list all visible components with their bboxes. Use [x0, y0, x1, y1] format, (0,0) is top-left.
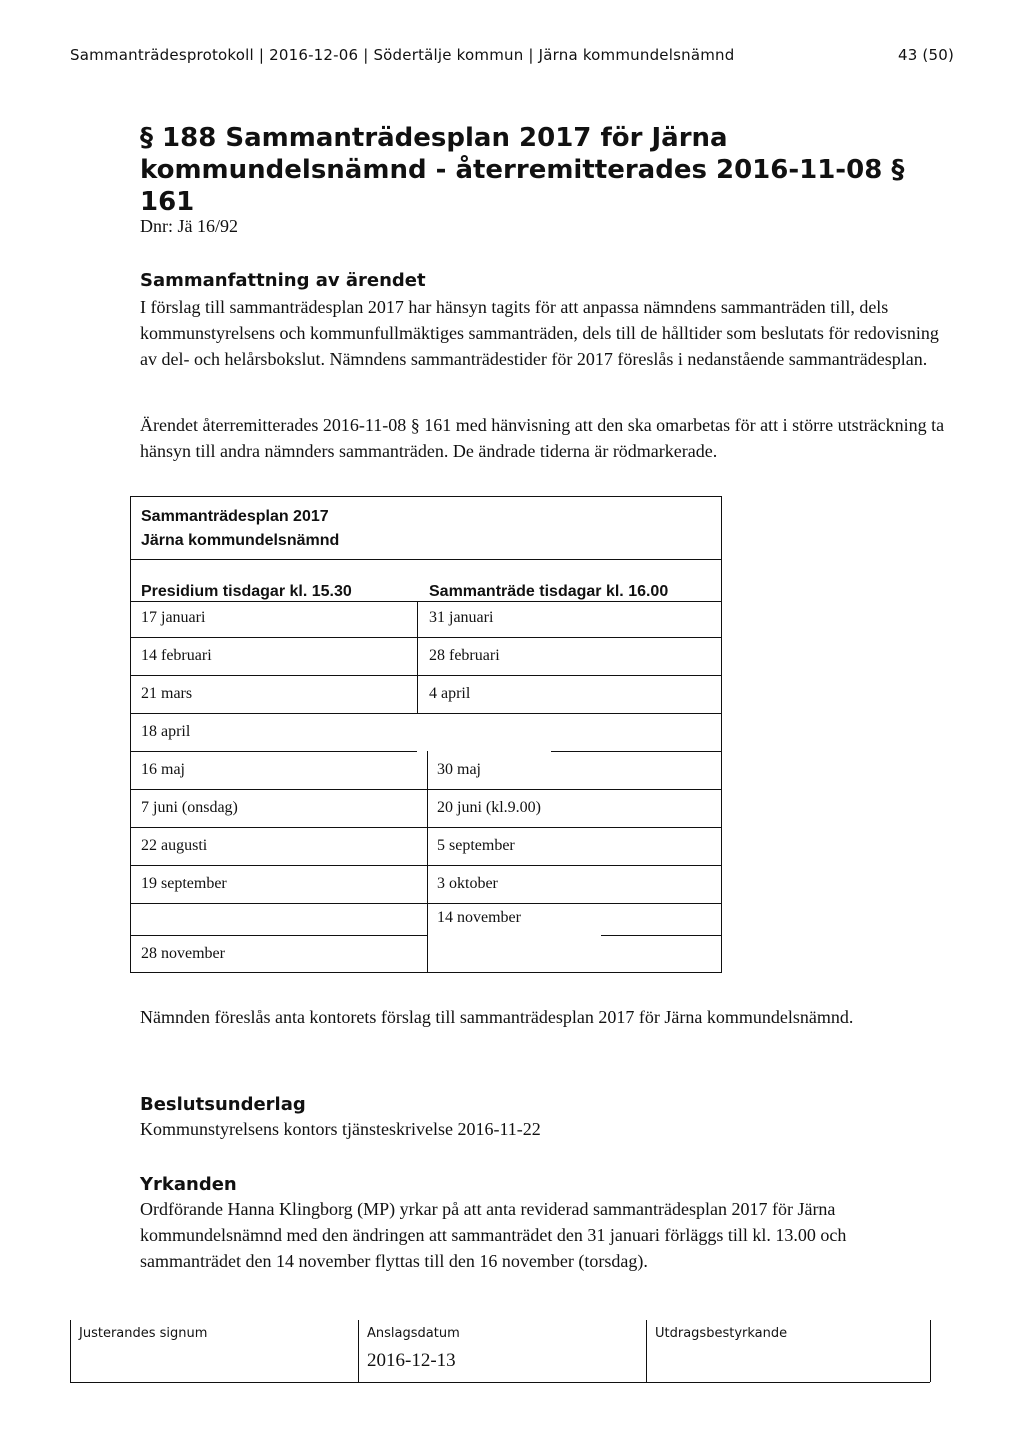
- signature-label: Justerandes signum: [79, 1326, 208, 1341]
- motions-heading: Yrkanden: [140, 1174, 237, 1195]
- posting-date-label: Anslagsdatum: [367, 1326, 460, 1341]
- page-header: [70, 46, 954, 70]
- protocol-header: Sammanträdesprotokoll | 2016-12-06 | Södertälje kommun | Järna kommundelsnämnd: [70, 46, 735, 64]
- table-divider: [131, 903, 721, 904]
- table-divider: [131, 637, 721, 638]
- presidium-date: 17 januari: [141, 609, 206, 626]
- section-title-line1: § 188 Sammanträdesplan 2017 för Järna: [140, 123, 728, 153]
- posting-date-value: 2016-12-13: [367, 1350, 456, 1371]
- meeting-date: 30 maj: [437, 761, 481, 778]
- case-number: Dnr: Jä 16/92: [140, 216, 238, 236]
- presidium-date: 14 februari: [141, 647, 212, 664]
- presidium-column-header: Presidium tisdagar kl. 15.30: [141, 583, 352, 600]
- table-divider: [131, 675, 721, 676]
- meeting-column-header: Sammanträde tisdagar kl. 16.00: [429, 583, 669, 600]
- section-title-line2: kommundelsnämnd - återremitterades 2016-11-08 § 161: [140, 155, 905, 217]
- meeting-date: 20 juni (kl.9.00): [437, 799, 541, 816]
- presidium-date: 28 november: [141, 945, 225, 962]
- table-divider: [131, 713, 721, 714]
- presidium-date: 7 juni (onsdag): [141, 799, 238, 816]
- presidium-date: 22 augusti: [141, 837, 208, 854]
- certification-field: [646, 1320, 931, 1382]
- table-divider: [131, 865, 721, 866]
- table-divider: [131, 827, 721, 828]
- summary-heading: Sammanfattning av ärendet: [140, 270, 426, 291]
- table-divider: [131, 559, 721, 560]
- proposal-paragraph: Nämnden föreslås anta kontorets förslag till sammanträdesplan 2017 för Järna kommundelsnämnd.: [140, 1007, 854, 1027]
- column-divider: [417, 601, 418, 713]
- table-divider: [131, 751, 417, 752]
- signature-field: [70, 1320, 359, 1382]
- meeting-date: 14 november: [437, 909, 521, 926]
- table-divider: [551, 751, 721, 752]
- meeting-date: 5 september: [437, 837, 515, 854]
- plan-title-line1: Sammanträdesplan 2017: [141, 508, 329, 525]
- certification-label: Utdragsbestyrkande: [655, 1326, 788, 1341]
- plan-title: [141, 505, 339, 553]
- summary-paragraph: I förslag till sammanträdesplan 2017 har hänsyn tagits för att anpassa nämndens sammanträden till, dels kommunstyrelsens och kommunfullmäktiges sammanträden, dels till de hålltider som beslutats för redovisning av del- och helårsbokslut. Nämndens sammanträdestider för 2017 föreslås i nedanstående sammanträdesplan.: [140, 297, 939, 369]
- presidium-date: 16 maj: [141, 761, 185, 778]
- motions-paragraph: Ordförande Hanna Klingborg (MP) yrkar på att anta reviderad sammanträdesplan 2017 för Järna kommundelsnämnd med den ändringen att sammanträdet den 31 januari förläggs till kl. 13.00 och sammanträdet den 14 november flyttas till den 16 november (torsdag).: [140, 1199, 847, 1271]
- meeting-date: 28 februari: [429, 647, 500, 664]
- meeting-date: 3 oktober: [437, 875, 498, 892]
- presidium-date: 19 september: [141, 875, 227, 892]
- basis-text: Kommunstyrelsens kontors tjänsteskrivelse 2016-11-22: [140, 1119, 541, 1139]
- referral-paragraph: Ärendet återremitterades 2016-11-08 § 161 med hänvisning att den ska omarbetas för att i större utsträckning ta hänsyn till andra nämnders sammanträden. De ändrade tiderna är rödmarkerade.: [140, 415, 945, 461]
- posting-date-field: [358, 1320, 647, 1382]
- presidium-date: 21 mars: [141, 685, 193, 702]
- meeting-date: 4 april: [429, 685, 471, 702]
- table-divider: [131, 789, 721, 790]
- presidium-date: 18 april: [141, 723, 191, 740]
- basis-heading: Beslutsunderlag: [140, 1094, 306, 1115]
- column-divider: [427, 751, 428, 972]
- meeting-date: 31 januari: [429, 609, 494, 626]
- section-title: [140, 122, 940, 218]
- table-divider: [131, 935, 427, 936]
- page-number: 43 (50): [897, 46, 954, 64]
- table-divider: [131, 601, 721, 602]
- table-divider: [601, 935, 721, 936]
- plan-title-line2: Järna kommundelsnämnd: [141, 532, 340, 549]
- signature-footer: [70, 1320, 930, 1383]
- meeting-plan-table: [130, 496, 722, 973]
